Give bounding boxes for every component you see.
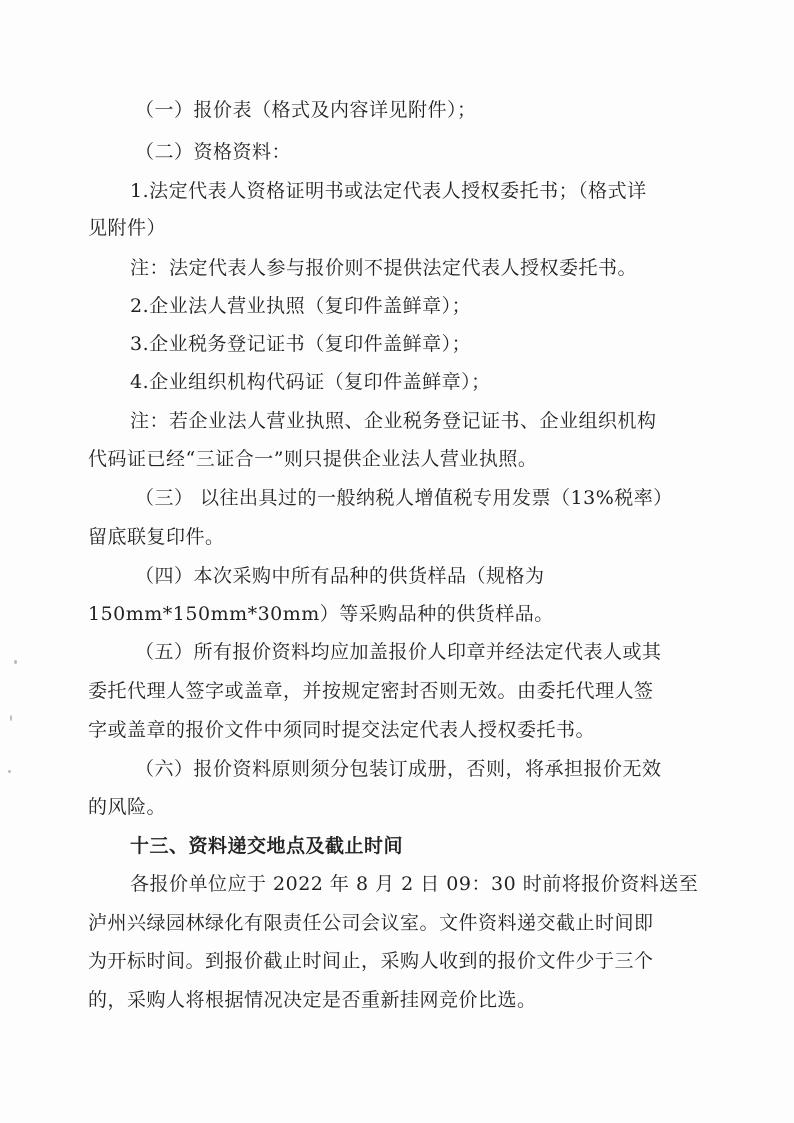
submission-line-1: 各报价单位应于 2022 年 8 月 2 日 09：30 时前将报价资料送至 [130,873,699,895]
item-five-line-3: 字或盖章的报价文件中须同时提交法定代表人授权委托书。 [88,719,596,741]
item-three-line-2: 留底联复印件。 [88,526,225,548]
item-five-line-2: 委托代理人签字或盖章，并按规定密封否则无效。由委托代理人签 [88,680,654,702]
note-three-certs-line-1: 注：若企业法人营业执照、企业税务登记证书、企业组织机构 [130,410,657,432]
scan-speck [10,715,12,721]
section-thirteen-heading: 十三、资料递交地点及截止时间 [130,835,404,857]
item-six-line-2: 的风险。 [88,796,167,818]
scan-speck [14,660,17,664]
item-four-line-1: （四）本次采购中所有品种的供货样品（规格为 [135,565,545,587]
item-one-quote-form: （一）报价表（格式及内容详见附件）； [135,99,477,121]
submission-line-4: 的，采购人将根据情况决定是否重新挂网竞价比选。 [88,989,537,1011]
qualification-1-line-1: 1.法定代表人资格证明书或法定代表人授权委托书；（格式详 [130,180,647,202]
qualification-2: 2.企业法人营业执照（复印件盖鲜章）； [130,295,472,317]
scan-speck [8,770,11,773]
note-three-certs-line-2: 代码证已经“三证合一”则只提供企业法人营业执照。 [88,448,538,470]
item-three-line-1: （三） 以往出具过的一般纳税人增值税专用发票（13%税率） [135,487,673,509]
submission-line-3: 为开标时间。到报价截止时间止，采购人收到的报价文件少于三个 [88,950,654,972]
item-two-qualification: （二）资格资料： [135,141,292,163]
item-four-line-2: 150mm*150mm*30mm）等采购品种的供货样品。 [88,603,554,625]
item-five-line-1: （五）所有报价资料均应加盖报价人印章并经法定代表人或其 [135,641,662,663]
qualification-4: 4.企业组织机构代码证（复印件盖鲜章）； [130,371,491,393]
qualification-3: 3.企业税务登记证书（复印件盖鲜章）； [130,333,472,355]
note-legal-rep: 注：法定代表人参与报价则不提供法定代表人授权委托书。 [130,257,638,279]
submission-line-2: 泸州兴绿园林绿化有限责任公司会议室。文件资料递交截止时间即 [88,912,654,934]
qualification-1-line-2: 见附件） [88,217,167,239]
item-six-line-1: （六）报价资料原则须分包装订成册，否则，将承担报价无效 [135,758,662,780]
